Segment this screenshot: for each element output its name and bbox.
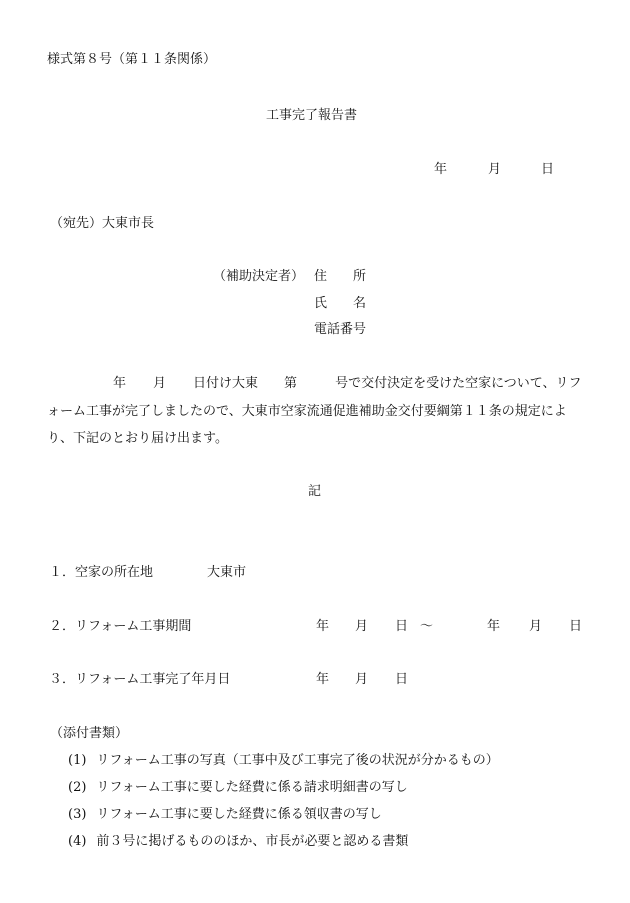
- item-3-month: 月: [355, 672, 369, 687]
- item-3-year: 年: [316, 672, 330, 687]
- item-2-day-1: 日: [395, 619, 409, 634]
- applicant-label: （補助決定者）: [213, 269, 305, 284]
- item-2-tilde: ～: [420, 619, 434, 634]
- addressee: （宛先）大東市長: [50, 216, 155, 231]
- attachment-number: (2): [68, 780, 87, 795]
- document-title: 工事完了報告書: [266, 108, 358, 123]
- item-2-label: ２．リフォーム工事期間: [49, 619, 192, 634]
- attachment-text: リフォーム工事に要した経費に係る領収書の写し: [96, 807, 382, 822]
- date-year: 年: [434, 162, 448, 177]
- item-2-day-2: 日: [569, 619, 583, 634]
- item-3-label: ３．リフォーム工事完了年月日: [49, 672, 231, 687]
- item-3-day: 日: [395, 672, 409, 687]
- date-day: 日: [541, 162, 555, 177]
- attachment-number: (3): [68, 807, 87, 822]
- attachment-text: 前３号に掲げるもののほか、市長が必要と認める書類: [96, 834, 409, 849]
- attachment-text: リフォーム工事に要した経費に係る請求明細書の写し: [96, 780, 408, 795]
- attachment-item: [68, 780, 408, 796]
- item-1-value: 大東市: [207, 565, 247, 580]
- applicant-address: 住 所: [314, 269, 367, 284]
- applicant-name: 氏 名: [314, 296, 367, 311]
- applicant-phone: 電話番号: [314, 322, 367, 337]
- attachment-item: [68, 753, 499, 769]
- attachment-number: (4): [68, 834, 87, 849]
- body-year: 年: [113, 376, 127, 391]
- item-1-label: １．空家の所在地: [49, 565, 154, 580]
- attachment-item: [68, 834, 408, 850]
- body-rest: 号で交付決定を受けた空家について、リフォーム工事が完了しましたので、大東市空家流通促進補助金交付要綱第１１条の規定により、下記のとおり届け出ます。: [47, 376, 582, 446]
- form-number: 様式第８号（第１１条関係）: [47, 52, 217, 67]
- attachments-heading: （添付書類）: [50, 726, 129, 741]
- body-day-daito: 日付け大東: [193, 376, 259, 391]
- ki-heading: 記: [308, 484, 322, 499]
- date-month: 月: [488, 162, 502, 177]
- item-2-month-2: 月: [529, 619, 543, 634]
- body-dai: 第: [284, 376, 298, 391]
- attachment-number: (1): [68, 753, 87, 768]
- attachment-text: リフォーム工事の写真（工事中及び工事完了後の状況が分かるもの）: [96, 753, 499, 768]
- item-2-year-1: 年: [316, 619, 330, 634]
- attachment-item: [68, 807, 382, 823]
- body-paragraph: [47, 370, 583, 453]
- body-month: 月: [153, 376, 167, 391]
- item-2-month-1: 月: [355, 619, 369, 634]
- item-2-year-2: 年: [487, 619, 501, 634]
